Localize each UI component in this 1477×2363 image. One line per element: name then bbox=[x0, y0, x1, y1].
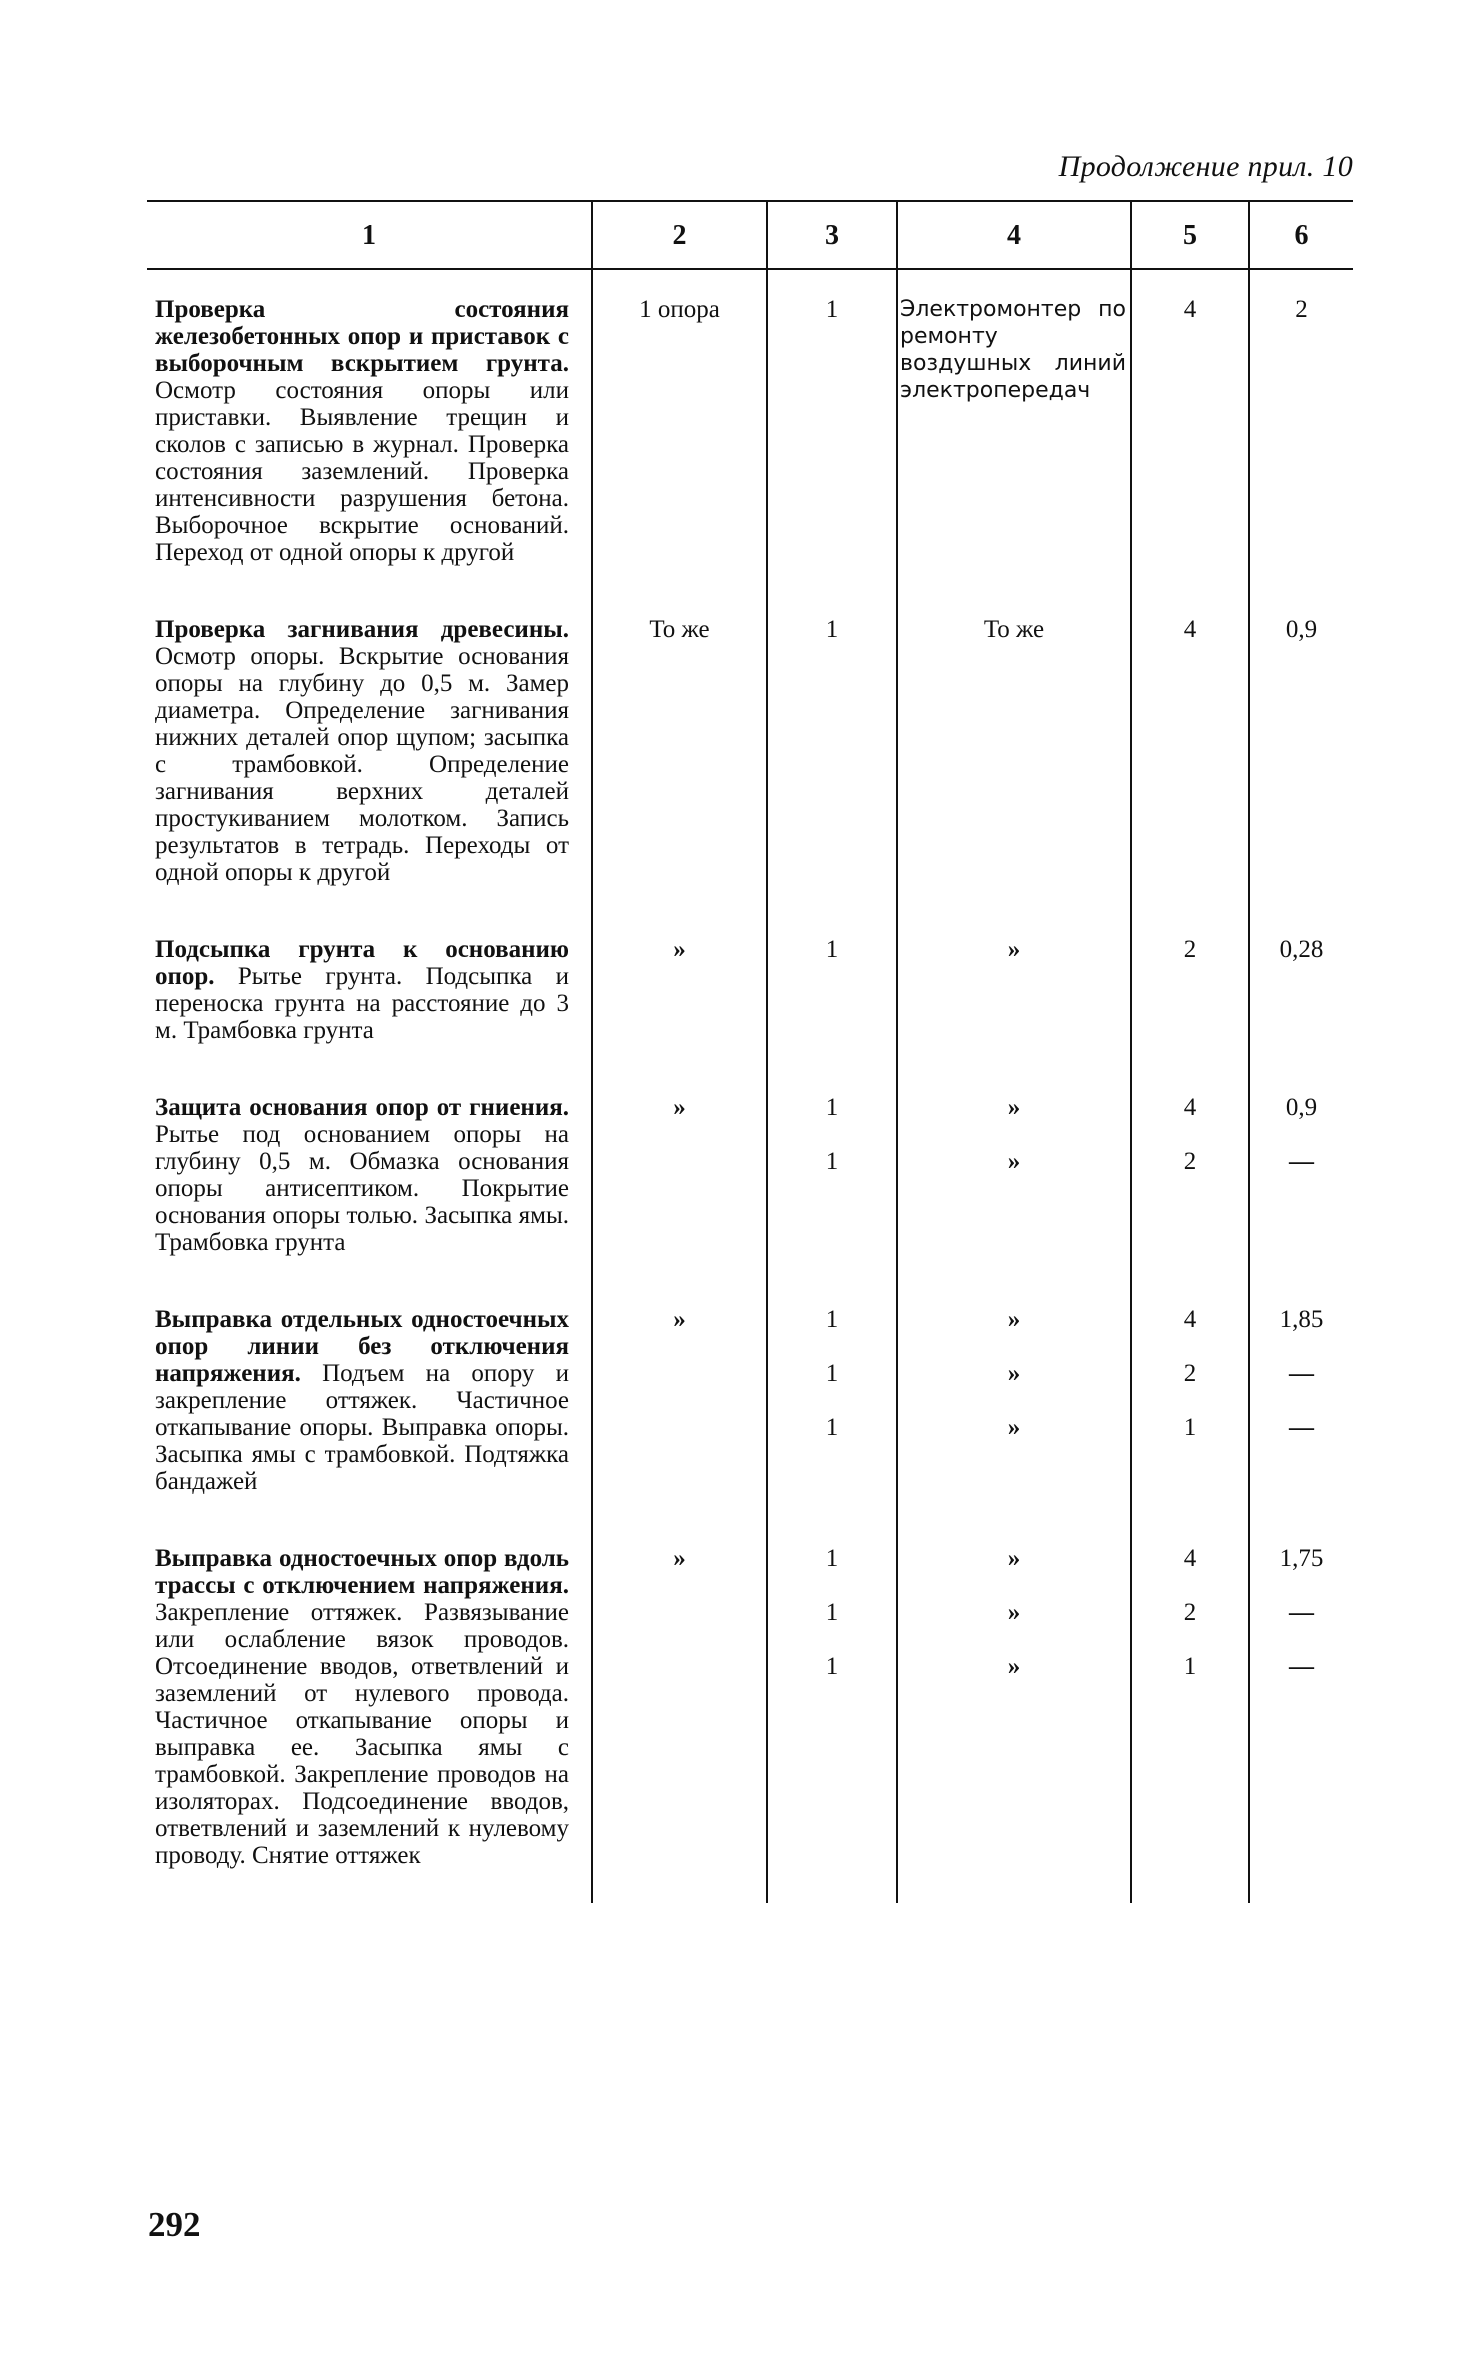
time-norm-value: — bbox=[1289, 1599, 1314, 1626]
time-norm-value: — bbox=[1289, 1414, 1314, 1441]
page-number: 292 bbox=[148, 2205, 201, 2244]
running-head: Продолжение прил. 10 bbox=[1058, 150, 1353, 183]
work-description-cell bbox=[147, 1068, 592, 1280]
profession-cell bbox=[897, 269, 1131, 590]
table-row bbox=[147, 1519, 1353, 1903]
table-row bbox=[147, 1068, 1353, 1280]
count-value: 1 bbox=[825, 1545, 839, 1572]
unit-cell bbox=[592, 1068, 767, 1280]
time-norm-value: — bbox=[1289, 1148, 1314, 1175]
profession-value: » bbox=[1007, 1545, 1021, 1572]
table-body bbox=[147, 269, 1353, 1903]
grade-cell bbox=[1131, 1068, 1249, 1280]
work-details: Осмотр опоры. Вскрытие основания опоры на глубину до 0,5 м. Замер диаметра. Определение загнивания нижних деталей опор щупом; засыпка с трамбовкой. Определение загнивания верхних деталей простукиванием молотком. Запись результатов в тетрадь. Переходы от одной опоры к другой bbox=[155, 643, 569, 886]
count-value: 1 bbox=[825, 1148, 839, 1175]
table-row bbox=[147, 910, 1353, 1068]
unit-cell bbox=[592, 910, 767, 1068]
grade-value: 2 bbox=[1183, 936, 1197, 963]
grade-value: 2 bbox=[1183, 1148, 1197, 1175]
grade-value: 2 bbox=[1183, 1360, 1197, 1387]
profession-cell bbox=[897, 1068, 1131, 1280]
count-value: 1 bbox=[825, 1653, 839, 1680]
work-description-cell bbox=[147, 910, 592, 1068]
time-norm-value: 0,9 bbox=[1285, 616, 1318, 643]
work-title: Подсыпка грунта к основанию опор. bbox=[155, 936, 569, 990]
work-title: Проверка загнивания древесины. bbox=[155, 616, 569, 643]
unit-value: » bbox=[673, 1306, 686, 1333]
grade-cell bbox=[1131, 1519, 1249, 1903]
profession-value: » bbox=[1007, 1599, 1021, 1626]
profession-value: » bbox=[1007, 1360, 1021, 1387]
time-norm-value: 1,75 bbox=[1279, 1545, 1324, 1572]
grade-value: 4 bbox=[1183, 296, 1197, 323]
table-header-row bbox=[147, 201, 1353, 269]
profession-cell bbox=[897, 1519, 1131, 1903]
unit-cell bbox=[592, 1280, 767, 1519]
time-norm-cell bbox=[1249, 910, 1353, 1068]
work-description-cell bbox=[147, 269, 592, 590]
count-value: 1 bbox=[825, 1306, 839, 1333]
table-row bbox=[147, 1280, 1353, 1519]
count-cell bbox=[767, 1519, 897, 1903]
column-header-4: 4 bbox=[897, 201, 1131, 269]
unit-cell bbox=[592, 1519, 767, 1903]
grade-value: 4 bbox=[1183, 616, 1197, 643]
grade-cell bbox=[1131, 269, 1249, 590]
time-norm-value: 0,28 bbox=[1279, 936, 1324, 963]
profession-value: » bbox=[1007, 1094, 1021, 1121]
profession-cell bbox=[897, 910, 1131, 1068]
work-details: Подъем на опору и закрепление оттяжек. Частичное откапывание опоры. Выправка опоры. Засыпка ямы с трамбовкой. Подтяжка бандажей bbox=[155, 1360, 569, 1495]
grade-value: 4 bbox=[1183, 1306, 1197, 1333]
grade-cell bbox=[1131, 590, 1249, 910]
work-details: Рытье грунта. Подсыпка и переноска грунта на расстояние до 3 м. Трамбовка грунта bbox=[155, 963, 569, 1044]
column-header-1: 1 bbox=[147, 201, 592, 269]
work-description-cell bbox=[147, 1280, 592, 1519]
time-norm-value: 0,9 bbox=[1285, 1094, 1318, 1121]
time-norm-value: 1,85 bbox=[1279, 1306, 1324, 1333]
unit-value: » bbox=[673, 1094, 686, 1121]
norms-table bbox=[147, 200, 1353, 1903]
work-title: Защита основания опор от гниения. bbox=[155, 1094, 569, 1121]
count-value: 1 bbox=[825, 616, 839, 643]
grade-value: 1 bbox=[1183, 1653, 1197, 1680]
column-header-3: 3 bbox=[767, 201, 897, 269]
column-header-6: 6 bbox=[1249, 201, 1353, 269]
work-title: Проверка состояния железобетонных опор и приставок с выборочным вскрытием грунта. bbox=[155, 296, 569, 377]
count-value: 1 bbox=[825, 1094, 839, 1121]
count-value: 1 bbox=[825, 1414, 839, 1441]
profession-value: Электромонтер по ремонту воздушных линий электропередач bbox=[900, 297, 1126, 403]
count-value: 1 bbox=[825, 1360, 839, 1387]
count-value: 1 bbox=[825, 936, 839, 963]
grade-value: 2 bbox=[1183, 1599, 1197, 1626]
unit-cell bbox=[592, 269, 767, 590]
profession-value: » bbox=[1007, 1148, 1021, 1175]
count-cell bbox=[767, 910, 897, 1068]
work-description-cell bbox=[147, 590, 592, 910]
grade-value: 4 bbox=[1183, 1545, 1197, 1572]
table-row bbox=[147, 590, 1353, 910]
count-cell bbox=[767, 269, 897, 590]
grade-cell bbox=[1131, 1280, 1249, 1519]
profession-cell bbox=[897, 590, 1131, 910]
work-details: Закрепление оттяжек. Развязывание или ослабление вязок проводов. Отсоединение вводов, ответвлений и заземлений от нулевого провода. Частичное откапывание опоры и выправка ее. Засыпка ямы с трамбовкой. Закрепление проводов на изоляторах. Подсоединение вводов, ответвлений и заземлений к нулевому проводу. Снятие оттяжек bbox=[155, 1599, 569, 1869]
time-norm-cell bbox=[1249, 269, 1353, 590]
table-row bbox=[147, 269, 1353, 590]
unit-value: 1 опора bbox=[639, 296, 720, 323]
time-norm-value: — bbox=[1289, 1360, 1314, 1387]
profession-value: » bbox=[1007, 1306, 1021, 1333]
profession-value: То же bbox=[983, 616, 1045, 643]
column-header-5: 5 bbox=[1131, 201, 1249, 269]
work-description-cell bbox=[147, 1519, 592, 1903]
unit-value: То же bbox=[649, 616, 710, 643]
grade-value: 1 bbox=[1183, 1414, 1197, 1441]
unit-value: » bbox=[673, 936, 686, 963]
column-header-2: 2 bbox=[592, 201, 767, 269]
work-title: Выправка одностоечных опор вдоль трассы с отключением напряжения. bbox=[155, 1545, 569, 1599]
time-norm-cell bbox=[1249, 590, 1353, 910]
work-details: Рытье под основанием опоры на глубину 0,5 м. Обмазка основания опоры антисептиком. Покрытие основания опоры толью. Засыпка ямы. Трамбовка грунта bbox=[155, 1121, 569, 1256]
profession-value: » bbox=[1007, 1653, 1021, 1680]
count-value: 1 bbox=[825, 1599, 839, 1626]
time-norm-cell bbox=[1249, 1280, 1353, 1519]
profession-cell bbox=[897, 1280, 1131, 1519]
grade-cell bbox=[1131, 910, 1249, 1068]
unit-cell bbox=[592, 590, 767, 910]
table-header bbox=[147, 201, 1353, 269]
time-norm-value: — bbox=[1289, 1653, 1314, 1680]
time-norm-cell bbox=[1249, 1068, 1353, 1280]
count-cell bbox=[767, 1280, 897, 1519]
time-norm-value: 2 bbox=[1295, 296, 1308, 323]
grade-value: 4 bbox=[1183, 1094, 1197, 1121]
count-cell bbox=[767, 1068, 897, 1280]
work-details: Осмотр состояния опоры или приставки. Выявление трещин и сколов с записью в журнал. Проверка состояния заземлений. Проверка интенсивности разрушения бетона. Выборочное вскрытие оснований. Переход от одной опоры к другой bbox=[155, 377, 569, 566]
count-cell bbox=[767, 590, 897, 910]
work-title: Выправка отдельных одностоечных опор линии без отключения напряжения. bbox=[155, 1306, 569, 1387]
count-value: 1 bbox=[825, 296, 839, 323]
unit-value: » bbox=[673, 1545, 686, 1572]
profession-value: » bbox=[1007, 1414, 1021, 1441]
profession-value: » bbox=[1007, 936, 1021, 963]
time-norm-cell bbox=[1249, 1519, 1353, 1903]
